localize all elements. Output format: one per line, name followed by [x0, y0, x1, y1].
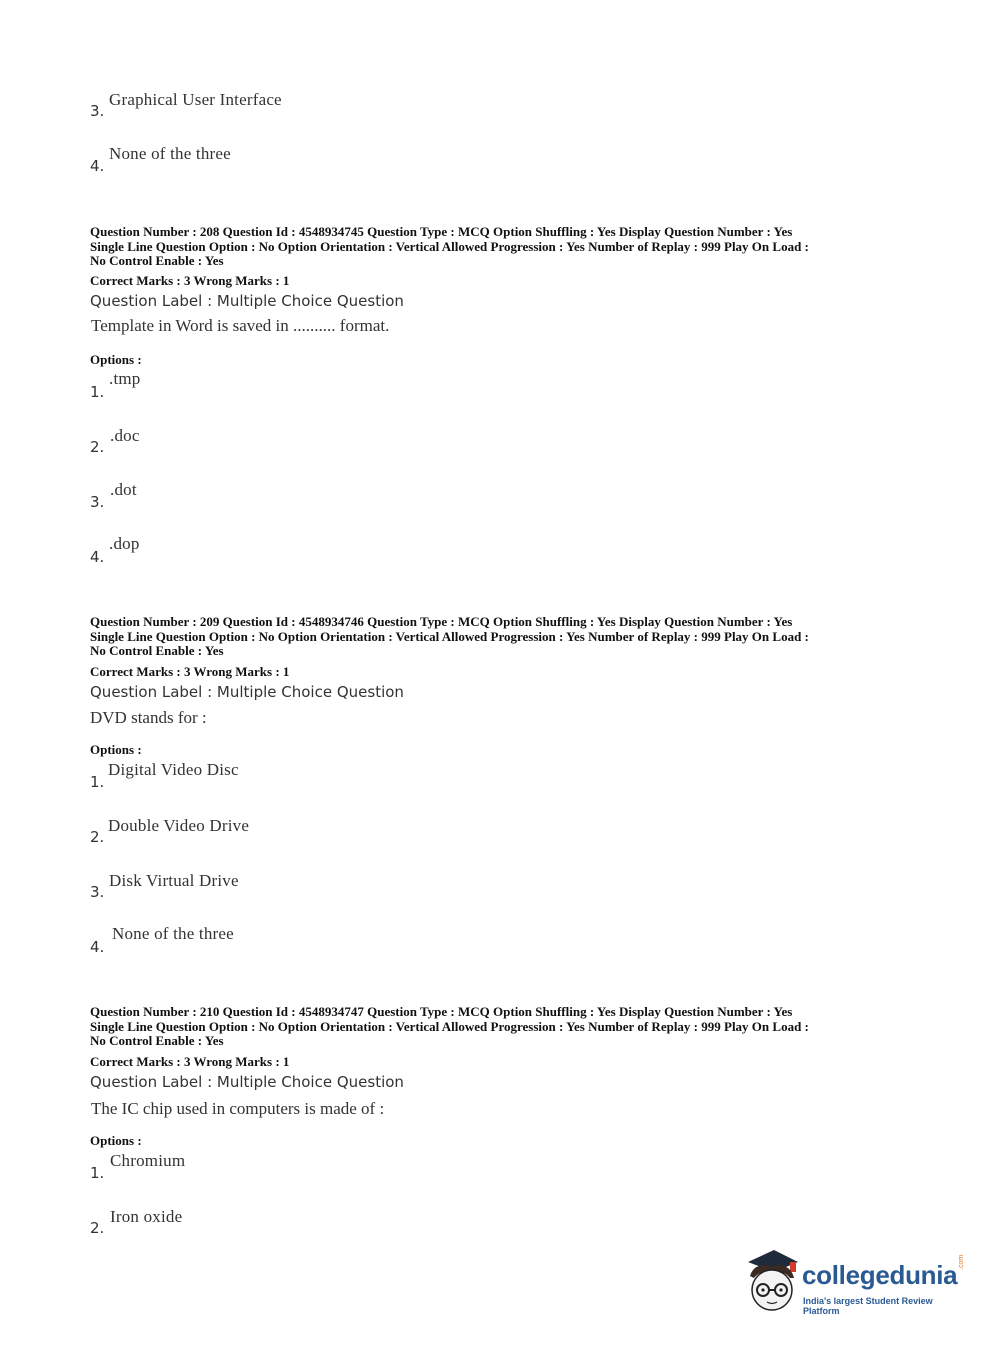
options-heading: Options : [90, 742, 142, 757]
option-number: 2. [90, 438, 105, 456]
meta-line: Question Number : 209 Question Id : 4548934746 Question Type : MCQ Option Shuffling : Yes Display Question Number : Yes [90, 614, 793, 629]
meta-line: Single Line Question Option : No Option Orientation : Vertical Allowed Progression : Yes Number of Replay : 999 Play On Load : [90, 628, 809, 644]
option-text: None of the three [109, 144, 231, 163]
option-number: 4. [90, 157, 105, 175]
meta-line: Question Number : 208 Question Id : 4548934745 Question Type : MCQ Option Shuffling : Yes Display Question Number : Yes [90, 224, 793, 239]
options-heading: Options : [90, 352, 142, 367]
meta-line: No Control Enable : Yes [90, 253, 224, 268]
question-label: Question Label : Multiple Choice Question [90, 1073, 404, 1091]
option-number: 2. [90, 1219, 105, 1237]
question-label: Question Label : Multiple Choice Question [90, 292, 404, 310]
option-number: 4. [90, 938, 105, 956]
options-heading: Options : [90, 1133, 142, 1148]
meta-line: Single Line Question Option : No Option Orientation : Vertical Allowed Progression : Yes Number of Replay : 999 Play On Load : [90, 238, 809, 254]
option-text: Disk Virtual Drive [109, 871, 239, 890]
logo-brand: collegedunia [802, 1260, 958, 1290]
option-text: Graphical User Interface [109, 90, 282, 109]
option-number: 1. [90, 1164, 105, 1182]
option-text: Chromium [110, 1151, 186, 1170]
option-text: Iron oxide [110, 1207, 183, 1226]
logo-tagline: India's largest Student Review Platform [803, 1296, 933, 1316]
option-text: .tmp [109, 369, 141, 388]
logo-domain-suffix: .com [958, 1254, 965, 1270]
question-marks: Correct Marks : 3 Wrong Marks : 1 [90, 1054, 290, 1069]
meta-line: Single Line Question Option : No Option Orientation : Vertical Allowed Progression : Yes Number of Replay : 999 Play On Load : [90, 1018, 809, 1034]
question-meta [90, 1005, 920, 1049]
option-number: 1. [90, 383, 105, 401]
question-marks: Correct Marks : 3 Wrong Marks : 1 [90, 273, 290, 288]
option-number: 3. [90, 102, 105, 120]
option-text: .dot [110, 480, 137, 499]
question-text: DVD stands for : [90, 708, 207, 727]
option-number: 2. [90, 828, 105, 846]
meta-line: Question Number : 210 Question Id : 4548934747 Question Type : MCQ Option Shuffling : Yes Display Question Number : Yes [90, 1004, 793, 1019]
option-text: Digital Video Disc [108, 760, 239, 779]
option-number: 4. [90, 548, 105, 566]
option-number: 1. [90, 773, 105, 791]
option-text: None of the three [112, 924, 234, 943]
option-text: .doc [110, 426, 140, 445]
question-marks: Correct Marks : 3 Wrong Marks : 1 [90, 664, 290, 679]
option-number: 3. [90, 883, 105, 901]
meta-line: No Control Enable : Yes [90, 1033, 224, 1048]
option-text: Double Video Drive [108, 816, 250, 835]
question-label: Question Label : Multiple Choice Question [90, 683, 404, 701]
question-meta [90, 615, 920, 659]
option-number: 3. [90, 493, 105, 511]
question-text: Template in Word is saved in .......... format. [91, 316, 390, 335]
meta-line: No Control Enable : Yes [90, 643, 224, 658]
question-meta [90, 225, 920, 269]
option-text: .dop [109, 534, 140, 553]
question-text: The IC chip used in computers is made of : [91, 1099, 385, 1118]
collegedunia-logo [740, 1248, 970, 1320]
mascot-icon [740, 1248, 802, 1316]
